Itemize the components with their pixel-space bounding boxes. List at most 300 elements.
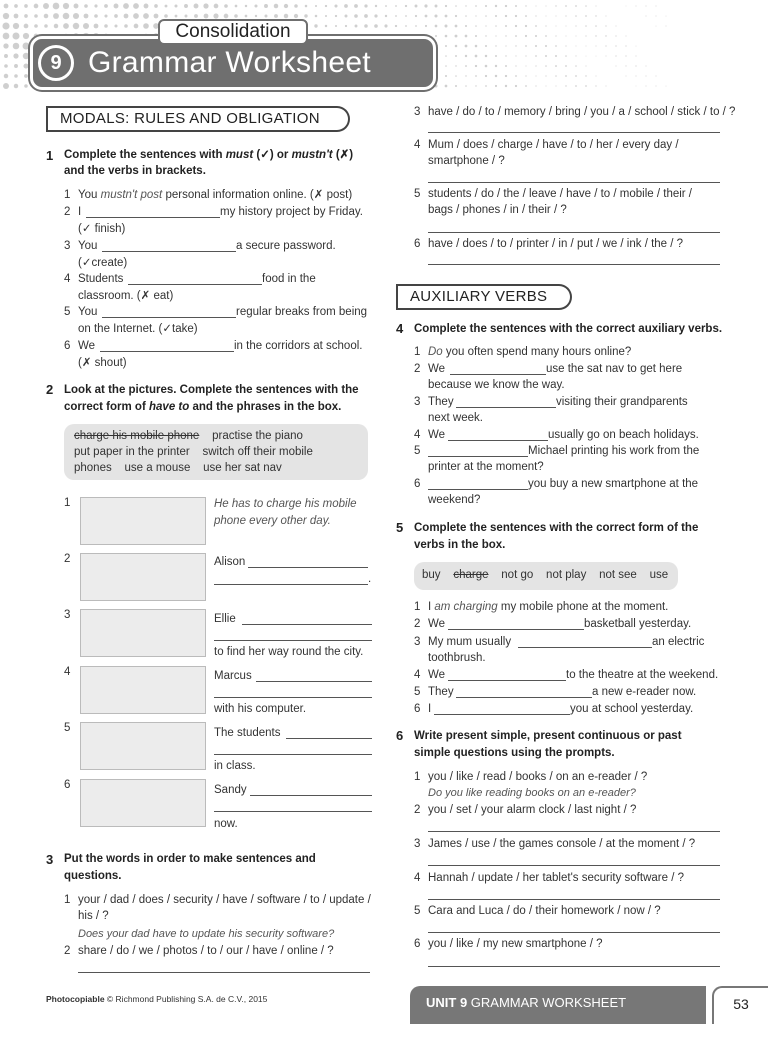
header-dot: [595, 85, 596, 86]
header-dot: [374, 14, 377, 17]
answer-line[interactable]: [214, 811, 372, 812]
header-dot: [555, 15, 556, 16]
header-dot: [4, 54, 8, 58]
header-dot: [525, 65, 526, 66]
answer-line[interactable]: [128, 284, 262, 285]
header-dot: [656, 76, 657, 77]
exercise-item: in the corridors at school.: [234, 340, 363, 352]
header-dot: [656, 6, 657, 7]
header-dot: [224, 14, 229, 19]
answer-line[interactable]: [448, 440, 548, 441]
header-dot: [485, 65, 488, 68]
item-number: 1: [414, 346, 421, 358]
header-dot: [475, 35, 477, 37]
header-dot: [14, 84, 18, 88]
answer-line[interactable]: [428, 899, 720, 900]
header-dot: [565, 85, 566, 86]
header-dot: [304, 14, 307, 17]
section-heading-modals: MODALS: RULES AND OBLIGATION: [46, 106, 350, 132]
item-number: 5: [414, 445, 421, 457]
exercise-item: We: [428, 429, 446, 441]
answer-line[interactable]: [428, 264, 720, 265]
header-dot: [23, 43, 30, 50]
exercise-item: have / do / to / memory / bring / you / a / school / stick / to / ?: [428, 106, 736, 118]
answer-line[interactable]: [428, 831, 720, 832]
answer-line[interactable]: [448, 680, 566, 681]
illustration-sat-nav: [80, 609, 206, 657]
answer-line[interactable]: [428, 865, 720, 866]
header-dot: [535, 75, 536, 76]
header-dot: [354, 14, 358, 18]
header-dot: [505, 5, 507, 7]
header-dot: [184, 4, 188, 8]
header-dot: [185, 15, 188, 18]
header-dot: [4, 4, 9, 9]
exercise-item: my history project by Friday.: [220, 206, 363, 218]
item-number: 4: [414, 429, 421, 441]
header-dot: [405, 25, 407, 27]
header-dot: [646, 16, 647, 17]
header-dot: [435, 25, 438, 28]
header-dot: [585, 15, 587, 17]
exercise-item: visiting their grandparents: [556, 396, 688, 408]
header-dot: [525, 55, 526, 56]
header-dot: [104, 4, 108, 8]
header-dot: [485, 75, 487, 77]
header-dot: [556, 26, 557, 27]
header-dot: [264, 4, 268, 8]
header-dot: [203, 3, 208, 8]
answer-line[interactable]: [428, 132, 720, 133]
exercise-item: I am charging my mobile phone at the moment.: [428, 601, 669, 613]
question-instruction: Complete the sentences with must (✓) or mustn't (✗): [64, 149, 354, 161]
item-number: 5: [414, 905, 421, 917]
answer-line[interactable]: [100, 351, 234, 352]
exercise-item: use the sat nav to get here: [546, 363, 683, 375]
header-dot: [565, 5, 567, 7]
header-dot: [164, 14, 168, 18]
header-dot: [445, 15, 448, 18]
illustration-computer-mouse: [80, 666, 206, 714]
header-dot: [54, 24, 58, 28]
header-dot: [585, 35, 586, 36]
header-dot: [364, 24, 368, 28]
header-dot: [14, 64, 18, 68]
header-dot: [314, 24, 317, 27]
illustration-piano: [80, 779, 206, 827]
question-instruction: Complete the sentences with the correct form of the: [414, 522, 699, 534]
header-dot: [616, 66, 617, 67]
header-dot: [245, 5, 247, 7]
header-dot: [34, 14, 38, 18]
header-dot: [616, 26, 617, 27]
header-dot: [214, 4, 219, 9]
header-dot: [63, 3, 69, 9]
header-dot: [636, 86, 637, 87]
exercise-item: toothbrush.: [428, 652, 486, 664]
header-dot: [495, 25, 497, 27]
header-dot: [475, 75, 477, 77]
question-instruction: Complete the sentences with the correct auxiliary verbs.: [414, 323, 723, 335]
item-number: 5: [64, 722, 71, 734]
exercise-item: you at school yesterday.: [570, 703, 694, 715]
header-dot: [53, 3, 60, 10]
item-number: 2: [64, 945, 71, 957]
header-dot: [274, 14, 278, 18]
header-dot: [555, 75, 557, 77]
header-dot: [505, 65, 507, 67]
exercise-item: now.: [214, 818, 238, 830]
header-dot: [455, 5, 457, 7]
question-number: 2: [46, 382, 54, 397]
header-dot: [636, 46, 637, 47]
header-dot: [495, 35, 496, 36]
exercise-item: Marcus: [214, 670, 252, 682]
answer-line[interactable]: [428, 182, 720, 183]
header-dot: [605, 35, 606, 36]
header-dot: [575, 75, 577, 77]
item-number: 1: [64, 189, 71, 201]
header-dot: [325, 5, 327, 7]
item-number: 3: [64, 609, 71, 621]
exercise-item: Do you often spend many hours online?: [428, 346, 632, 358]
answer-line[interactable]: [428, 489, 528, 490]
header-dot: [44, 24, 48, 28]
answer-line[interactable]: [428, 232, 720, 233]
exercise-item: (✓create): [78, 257, 128, 269]
header-dot: [495, 5, 497, 7]
item-number: 6: [64, 340, 71, 352]
header-dot: [555, 35, 556, 36]
header-dot: [585, 65, 586, 66]
item-number: 1: [414, 601, 421, 613]
header-dot: [305, 5, 308, 8]
header-dot: [525, 45, 527, 47]
exercise-item: You: [78, 240, 98, 252]
exercise-item: bags / phones / in / their / ?: [428, 204, 567, 216]
header-dot: [224, 4, 228, 8]
header-dot: [595, 35, 596, 36]
header-dot: [656, 26, 657, 27]
header-dot: [14, 74, 18, 78]
exercise-item: basketball yesterday.: [584, 618, 692, 630]
answer-line[interactable]: [250, 795, 372, 796]
header-dot: [455, 45, 458, 48]
header-dot: [555, 85, 556, 86]
exercise-item: usually go on beach holidays.: [548, 429, 699, 441]
illustration-switch-off-phone: [80, 722, 206, 770]
header-dot: [73, 13, 79, 19]
header-dot: [325, 25, 327, 27]
answer-line[interactable]: [214, 697, 372, 698]
header-dot: [515, 55, 516, 56]
exercise-item: (✓ finish): [78, 223, 126, 235]
header-dot: [575, 25, 576, 26]
question-instruction: and the verbs in brackets.: [64, 165, 206, 177]
exercise-item: .: [368, 573, 372, 585]
header-dot: [566, 36, 567, 37]
header-dot: [565, 65, 567, 67]
header-dot: [666, 26, 667, 27]
header-dot: [3, 33, 10, 40]
item-number: 2: [64, 206, 71, 218]
item-number: 4: [64, 273, 71, 285]
answer-line[interactable]: [256, 681, 372, 682]
header-dot: [515, 75, 517, 77]
header-dot: [515, 35, 517, 37]
header-dot: [265, 15, 268, 18]
answer-line[interactable]: [242, 624, 372, 625]
header-dot: [234, 14, 238, 18]
header-dot: [555, 55, 557, 57]
header-dot: [395, 15, 397, 17]
exercise-item: because we know the way.: [428, 379, 565, 391]
item-number: 6: [414, 478, 421, 490]
exercise-item: James / use / the games console / at the moment / ?: [428, 838, 696, 850]
answer-line[interactable]: [286, 738, 372, 739]
answer-line[interactable]: [518, 647, 652, 648]
answer-line[interactable]: [102, 251, 236, 252]
header-dot: [83, 23, 89, 29]
item-number: 6: [414, 238, 421, 250]
header-dot: [465, 15, 467, 17]
header-dot: [545, 5, 546, 6]
header-dot: [84, 4, 88, 8]
item-number: 3: [414, 838, 421, 850]
header-dot: [133, 13, 139, 19]
header-dot: [505, 15, 507, 17]
header-dot: [505, 35, 506, 36]
item-number: 5: [414, 188, 421, 200]
header-dot: [415, 15, 417, 17]
header-dot: [535, 5, 536, 6]
header-dot: [555, 65, 557, 67]
header-dot: [595, 75, 596, 76]
header-dot: [335, 25, 337, 27]
header-dot: [575, 65, 577, 67]
header-dot: [395, 25, 397, 27]
exercise-item: you / set / your alarm clock / last night / ?: [428, 804, 637, 816]
exercise-item: a new e-reader now.: [592, 686, 697, 698]
header-dot: [625, 45, 626, 46]
header-dot: [144, 4, 149, 9]
header-dot: [94, 24, 99, 29]
header-dot: [505, 25, 507, 27]
header-dot: [515, 25, 517, 27]
header-dot: [124, 14, 129, 19]
exercise-item: your / dad / does / security / have / software / to / update /: [78, 894, 371, 906]
exercise-item: Mum / does / charge / have / to / her / every day /: [428, 139, 679, 151]
exercise-item: Ellie: [214, 613, 236, 625]
header-dot: [475, 45, 478, 48]
header-dot: [465, 25, 467, 27]
header-dot: [495, 45, 496, 46]
header-dot: [63, 13, 70, 20]
header-dot: [294, 14, 298, 18]
header-dot: [525, 75, 526, 76]
answer-line[interactable]: [448, 629, 584, 630]
header-dot: [525, 25, 527, 27]
header-dot: [605, 55, 606, 56]
exercise-item: you / like / read / books / on an e-reader / ?: [428, 771, 648, 783]
answer-line[interactable]: [214, 754, 372, 755]
header-dot: [455, 65, 456, 66]
header-dot: [495, 75, 497, 77]
answer-line[interactable]: [456, 697, 592, 698]
answer-line[interactable]: [428, 932, 720, 933]
header-dot: [455, 75, 457, 77]
header-dot: [364, 14, 368, 18]
exercise-item: share / do / we / photos / to / our / have / online / ?: [78, 945, 334, 957]
header-dot: [525, 5, 526, 6]
exercise-item: you / like / my new smartphone / ?: [428, 938, 603, 950]
exercise-item: Alison: [214, 556, 246, 568]
exercise-item: The students: [214, 727, 281, 739]
header-dot: [375, 5, 377, 7]
header-dot: [53, 13, 59, 19]
header-dot: [535, 35, 537, 37]
item-number: 2: [64, 553, 71, 565]
header-dot: [123, 3, 129, 9]
header-dot: [405, 15, 407, 17]
header-dot: [535, 85, 536, 86]
header-dot: [395, 5, 397, 7]
exercise-item: an electric: [652, 636, 705, 648]
header-dot: [84, 14, 89, 19]
header-dot: [566, 26, 567, 27]
exercise-item: Hannah / update / her tablet's security software / ?: [428, 872, 684, 884]
exercise-item: on the Internet. (✓take): [78, 323, 198, 335]
header-dot: [585, 85, 587, 87]
exercise-item: printer at the moment?: [428, 461, 544, 473]
answer-line[interactable]: [428, 966, 720, 967]
header-dot: [213, 13, 218, 18]
header-dot: [4, 64, 8, 68]
answer-line[interactable]: [434, 714, 570, 715]
footer-unit-bar: UNIT 9 GRAMMAR WORKSHEET Consolidation: [410, 986, 706, 1024]
header-dot: [515, 45, 516, 46]
item-number: 4: [414, 139, 421, 151]
section-heading-auxiliary: AUXILIARY VERBS: [396, 284, 572, 310]
header-dot: [2, 22, 9, 29]
exercise-item: to the theatre at the weekend.: [566, 669, 719, 681]
header-dot: [666, 86, 667, 87]
header-dot: [385, 15, 387, 17]
header-dot: [615, 45, 616, 46]
header-dot: [545, 65, 547, 67]
header-dot: [455, 15, 457, 17]
header-dot: [63, 23, 69, 29]
answer-line[interactable]: [456, 407, 556, 408]
header-dot: [354, 4, 358, 8]
header-dot: [505, 55, 506, 56]
header-dot: [515, 5, 517, 7]
answer-line[interactable]: [102, 317, 236, 318]
header-dot: [124, 24, 128, 28]
exercise-item: They: [428, 686, 454, 698]
header-dot: [485, 35, 486, 36]
header-dot: [495, 15, 497, 17]
header-dot: [94, 4, 97, 7]
answer-line[interactable]: [86, 217, 220, 218]
header-dot: [656, 86, 657, 87]
header-dot: [374, 24, 378, 28]
header-dot: [505, 75, 507, 77]
exercise-item: classroom. (✗ eat): [78, 290, 174, 302]
header-dot: [104, 14, 107, 17]
exercise-item: to find her way round the city.: [214, 646, 364, 658]
header-dot: [525, 35, 527, 37]
header-dot: [606, 86, 607, 87]
header-dot: [626, 76, 627, 77]
answer-line[interactable]: [214, 640, 372, 641]
item-number: 1: [64, 497, 71, 509]
header-dot: [194, 14, 198, 18]
header-dot: [385, 5, 387, 7]
header-dot: [334, 4, 337, 7]
header-dot: [515, 65, 516, 66]
exercise-item: students / do / the / leave / have / to / mobile / their /: [428, 188, 693, 200]
header-dot: [505, 45, 506, 46]
item-number: 2: [414, 618, 421, 630]
unit-number-badge: 9: [38, 45, 74, 81]
header-dot: [23, 33, 29, 39]
item-number: 4: [414, 872, 421, 884]
question-instruction: correct form of have to and the phrases in the box.: [64, 401, 342, 413]
header-dot: [646, 66, 647, 67]
header-dot: [24, 74, 28, 78]
header-dot: [485, 55, 487, 57]
answer-line[interactable]: [248, 567, 368, 568]
header-dot: [545, 85, 546, 86]
header-dot: [565, 15, 566, 16]
answer-line[interactable]: [428, 456, 528, 457]
header-dot: [645, 5, 646, 6]
question-number: 1: [46, 148, 54, 163]
header-dot: [575, 15, 577, 17]
header-dot: [114, 14, 118, 18]
header-dot: [475, 15, 476, 16]
header-dot: [284, 4, 288, 8]
header-dot: [12, 32, 19, 39]
answer-line[interactable]: [78, 972, 370, 973]
exercise-item: We: [428, 363, 446, 375]
header-dot: [465, 55, 467, 57]
item-number: 2: [414, 804, 421, 816]
header-dot: [545, 75, 546, 76]
answer-line[interactable]: [214, 584, 368, 585]
header-dot: [455, 35, 458, 38]
header-dot: [535, 65, 536, 66]
header-dot: [636, 6, 637, 7]
example-answer: Do you like reading books on an e-reader?: [428, 787, 636, 799]
header-dot: [94, 14, 98, 18]
header-dot: [34, 4, 39, 9]
question-instruction: Look at the pictures. Complete the sentences with the: [64, 384, 359, 396]
header-dot: [445, 55, 447, 57]
header-dot: [255, 15, 257, 17]
header-dot: [595, 5, 596, 6]
answer-line[interactable]: [450, 374, 546, 375]
exercise-item: regular breaks from being: [236, 306, 368, 318]
header-dot: [235, 5, 238, 8]
header-dot: [535, 15, 536, 16]
header-dot: [555, 45, 557, 47]
header-dot: [465, 65, 467, 67]
header-dot: [435, 35, 437, 37]
exercise-item: his / ?: [78, 910, 109, 922]
header-dot: [465, 35, 468, 38]
